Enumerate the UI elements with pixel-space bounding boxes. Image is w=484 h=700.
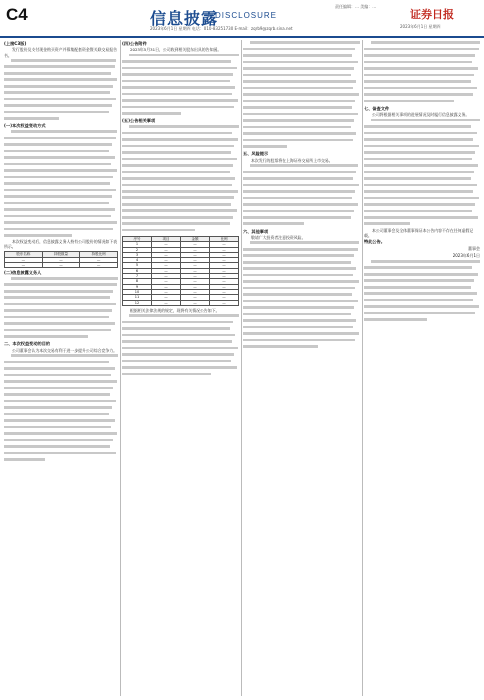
- table-cell: —: [181, 295, 210, 300]
- table-cell: 11: [123, 295, 152, 300]
- column-heading: (五)公告相关事项: [122, 118, 156, 124]
- text-line: [4, 316, 118, 321]
- text-line: [4, 367, 118, 372]
- text-line: [4, 202, 118, 207]
- table-cell: —: [152, 300, 181, 305]
- table-body: [123, 242, 239, 306]
- table-cell: —: [210, 300, 239, 305]
- text-line: [364, 184, 480, 189]
- text-line: [243, 164, 360, 169]
- table-cell: —: [181, 258, 210, 263]
- text-line: [122, 222, 239, 227]
- text-line: [122, 158, 239, 163]
- date-line: 2023年6月1日 星期四 电话：010-83251730 E-mail：zqrb9@zqrb.sina.net: [150, 26, 293, 31]
- table-cell: 5: [123, 263, 152, 268]
- text-line: [4, 361, 118, 366]
- table-cell: —: [210, 242, 239, 247]
- text-line: [243, 254, 360, 259]
- text-line: [364, 190, 480, 195]
- table-cell: 1: [123, 242, 152, 247]
- column-heading: 六、其他事项: [243, 228, 269, 234]
- text-line: [122, 164, 239, 169]
- text-line: [364, 119, 480, 124]
- text-line: [243, 106, 360, 111]
- table-cell: —: [181, 252, 210, 257]
- text-line: [4, 111, 118, 116]
- text-line: [243, 203, 360, 208]
- text-line: [4, 221, 118, 226]
- text-line: [364, 41, 480, 46]
- text-line: [4, 354, 118, 359]
- table-cell: —: [152, 274, 181, 279]
- text-line: [4, 59, 118, 64]
- text-line: [364, 145, 480, 150]
- text-line: [122, 196, 239, 201]
- text-line: [243, 248, 360, 253]
- text-line: [122, 209, 239, 214]
- table-cell: —: [181, 274, 210, 279]
- text-line: [4, 117, 118, 122]
- text-line: [243, 113, 360, 118]
- table-cell: 10: [123, 289, 152, 294]
- text-line: [122, 145, 239, 150]
- text-line: [4, 380, 118, 385]
- signature-board: 董事会: [468, 246, 480, 252]
- text-block: [243, 41, 360, 150]
- column-heading: (二)信息披露义务人: [4, 270, 42, 276]
- table-cell: —: [152, 284, 181, 289]
- text-line: [364, 299, 480, 304]
- signature-date: 2023年6月1日: [452, 253, 480, 259]
- text-line: [122, 347, 239, 352]
- holding-table: [4, 251, 118, 268]
- text-line: [4, 458, 118, 463]
- column-1: [4, 40, 118, 696]
- table-header: 持股比例: [80, 252, 118, 257]
- text-line: [243, 177, 360, 182]
- text-line: [4, 78, 118, 83]
- text-line: [4, 445, 118, 450]
- text-line: [4, 303, 118, 308]
- table-cell: —: [210, 263, 239, 268]
- text-line: [4, 150, 118, 155]
- newspaper-brand: 证券日报: [410, 8, 454, 21]
- text-line: [243, 126, 360, 131]
- text-line: [122, 314, 239, 319]
- text-line: [243, 306, 360, 311]
- text-line: [122, 366, 239, 371]
- text-line: [122, 93, 239, 98]
- table-header: 股东名称: [5, 252, 43, 257]
- column-heading: (一)本次权益变动方式: [4, 123, 46, 129]
- table-cell: —: [152, 263, 181, 268]
- table-cell: —: [152, 279, 181, 284]
- column-heading: 五、风险提示: [243, 151, 269, 157]
- table-row: [5, 262, 118, 267]
- table-cell: 6: [123, 268, 152, 273]
- text-line: [243, 132, 360, 137]
- text-line: [4, 143, 118, 148]
- text-line: [122, 125, 239, 130]
- paragraph: 本次发行的股票将在上海证券交易所上市交易。: [251, 157, 333, 163]
- column-divider: [241, 40, 242, 696]
- table-header: 比例: [210, 236, 239, 241]
- table-cell: —: [210, 295, 239, 300]
- table-header: 持股数量: [42, 252, 80, 257]
- text-line: [4, 387, 118, 392]
- text-line: [243, 287, 360, 292]
- section-title-en: DISCLOSURE: [215, 11, 278, 20]
- text-line: [4, 296, 118, 301]
- text-line: [364, 158, 480, 163]
- text-line: [364, 93, 480, 98]
- text-line: [243, 171, 360, 176]
- text-line: [4, 72, 118, 77]
- text-line: [364, 74, 480, 79]
- data-table: [122, 236, 239, 306]
- text-line: [364, 210, 480, 215]
- text-line: [364, 203, 480, 208]
- table-cell: —: [210, 289, 239, 294]
- text-line: [243, 87, 360, 92]
- text-line: [243, 332, 360, 337]
- table-cell: 12: [123, 300, 152, 305]
- table-cell: —: [181, 268, 210, 273]
- text-block: [4, 354, 118, 463]
- text-line: [4, 195, 118, 200]
- text-line: [4, 137, 118, 142]
- text-block: [4, 59, 118, 122]
- text-line: [4, 208, 118, 213]
- text-line: [4, 413, 118, 418]
- paragraph: 敬请广大投资者注意投资风险。: [251, 234, 306, 240]
- table-cell: —: [181, 300, 210, 305]
- text-line: [364, 67, 480, 72]
- text-line: [4, 169, 118, 174]
- text-line: [364, 87, 480, 92]
- paragraph: 本公司董事会及全体董事保证本公告内容不存在任何虚假记载。: [364, 227, 474, 238]
- text-line: [243, 345, 360, 350]
- text-line: [243, 280, 360, 285]
- text-line: [122, 80, 239, 85]
- table-cell: —: [210, 268, 239, 273]
- text-line: [243, 145, 360, 150]
- table-cell: —: [152, 289, 181, 294]
- text-line: [122, 229, 239, 234]
- table-cell: —: [42, 257, 80, 262]
- page-code: C4: [6, 5, 28, 24]
- text-line: [364, 305, 480, 310]
- text-line: [243, 184, 360, 189]
- text-line: [243, 41, 360, 46]
- table-cell: —: [210, 252, 239, 257]
- column-3: [243, 40, 360, 696]
- paragraph: 根据相关法律法规的规定，现将有关情况公告如下。: [130, 307, 220, 313]
- text-line: [364, 273, 480, 278]
- text-line: [243, 74, 360, 79]
- text-line: [243, 300, 360, 305]
- text-line: [243, 339, 360, 344]
- text-line: [243, 93, 360, 98]
- text-block: [364, 41, 480, 104]
- table-cell: —: [5, 257, 43, 262]
- text-line: [4, 156, 118, 161]
- text-line: [4, 176, 118, 181]
- text-line: [243, 222, 360, 227]
- table-cell: —: [181, 242, 210, 247]
- text-line: [243, 48, 360, 53]
- text-line: [4, 432, 118, 437]
- text-line: [4, 452, 118, 457]
- table-cell: —: [42, 262, 80, 267]
- text-line: [364, 171, 480, 176]
- table-cell: 3: [123, 252, 152, 257]
- text-line: [122, 112, 239, 117]
- paragraph: 本次权益变动后，信息披露义务人持有公司股份的情况如下表所示。: [4, 239, 118, 250]
- table-cell: —: [181, 289, 210, 294]
- table-header: 金额: [181, 236, 210, 241]
- text-line: [122, 73, 239, 78]
- text-line: [4, 277, 118, 282]
- text-line: [243, 61, 360, 66]
- text-line: [364, 80, 480, 85]
- table-cell: 9: [123, 284, 152, 289]
- table-cell: —: [152, 258, 181, 263]
- text-line: [243, 293, 360, 298]
- text-line: [4, 163, 118, 168]
- text-line: [4, 439, 118, 444]
- table-cell: 2: [123, 247, 152, 252]
- text-block: [364, 119, 480, 228]
- table-cell: 4: [123, 258, 152, 263]
- table-cell: —: [210, 279, 239, 284]
- table-cell: —: [80, 262, 118, 267]
- text-line: [122, 60, 239, 65]
- text-line: [4, 228, 118, 233]
- table-cell: —: [5, 262, 43, 267]
- table-cell: —: [181, 263, 210, 268]
- text-line: [364, 132, 480, 137]
- text-line: [4, 329, 118, 334]
- text-line: [4, 189, 118, 194]
- text-line: [364, 54, 480, 59]
- table-cell: —: [80, 257, 118, 262]
- text-line: [243, 100, 360, 105]
- text-line: [122, 360, 239, 365]
- text-line: [243, 54, 360, 59]
- text-line: [4, 85, 118, 90]
- text-line: [364, 286, 480, 291]
- table-header: 项目: [152, 236, 181, 241]
- text-line: [4, 374, 118, 379]
- masthead: [0, 0, 484, 38]
- column-4: [364, 40, 480, 696]
- table-cell: —: [181, 279, 210, 284]
- text-line: [364, 279, 480, 284]
- text-line: [122, 54, 239, 59]
- text-line: [4, 98, 118, 103]
- text-line: [122, 327, 239, 332]
- table-cell: 7: [123, 274, 152, 279]
- table-cell: —: [210, 247, 239, 252]
- text-line: [122, 203, 239, 208]
- text-line: [364, 197, 480, 202]
- text-line: [4, 283, 118, 288]
- text-line: [243, 326, 360, 331]
- table-cell: —: [152, 247, 181, 252]
- text-line: [243, 119, 360, 124]
- text-line: [243, 313, 360, 318]
- text-line: [364, 312, 480, 317]
- text-line: [4, 393, 118, 398]
- text-block: [122, 314, 239, 377]
- text-line: [4, 91, 118, 96]
- text-block: [243, 241, 360, 350]
- text-line: [243, 80, 360, 85]
- text-line: [364, 125, 480, 130]
- table-cell: —: [210, 284, 239, 289]
- text-line: [4, 426, 118, 431]
- paragraph: 发行股份及支付现金购买资产并募集配套资金暨关联交易报告书。: [4, 47, 118, 58]
- text-line: [364, 138, 480, 143]
- text-line: [364, 266, 480, 271]
- text-line: [243, 241, 360, 246]
- text-line: [122, 86, 239, 91]
- editor-credit: 责任编辑：… 美编：…: [335, 4, 377, 9]
- text-line: [122, 138, 239, 143]
- text-line: [243, 267, 360, 272]
- table-cell: —: [152, 295, 181, 300]
- text-line: [364, 292, 480, 297]
- text-line: [4, 215, 118, 220]
- text-line: [364, 164, 480, 169]
- text-line: [122, 340, 239, 345]
- text-line: [243, 216, 360, 221]
- text-line: [122, 106, 239, 111]
- paragraph: 2023年5月31日，公司收到相关股东出具的告知函。: [130, 47, 222, 53]
- text-line: [122, 184, 239, 189]
- text-line: [4, 400, 118, 405]
- text-block: [243, 164, 360, 227]
- text-line: [243, 210, 360, 215]
- table-cell: —: [152, 252, 181, 257]
- text-line: [243, 274, 360, 279]
- text-line: [364, 318, 480, 323]
- text-line: [4, 104, 118, 109]
- text-line: [4, 130, 118, 135]
- text-line: [364, 260, 480, 265]
- text-block: [122, 54, 239, 117]
- table-row: [123, 300, 239, 305]
- text-block: [4, 130, 118, 239]
- text-block: [122, 125, 239, 234]
- column-2: [122, 40, 239, 696]
- text-line: [364, 151, 480, 156]
- text-line: [122, 132, 239, 137]
- text-line: [122, 321, 239, 326]
- text-line: [122, 373, 239, 378]
- text-line: [243, 261, 360, 266]
- table-cell: 8: [123, 279, 152, 284]
- text-line: [4, 335, 118, 340]
- column-heading: (四)公告附件: [122, 41, 147, 46]
- paragraph: 公司董事会认为本次交易有利于进一步提升公司综合竞争力。: [12, 347, 118, 353]
- column-heading: 七、备查文件: [364, 105, 390, 111]
- table-cell: —: [152, 268, 181, 273]
- text-line: [4, 309, 118, 314]
- text-line: [4, 419, 118, 424]
- text-line: [364, 100, 480, 105]
- column-heading: (上接C3版): [4, 41, 27, 46]
- text-line: [122, 353, 239, 358]
- text-line: [122, 190, 239, 195]
- text-line: [243, 139, 360, 144]
- text-block: [364, 260, 480, 323]
- text-line: [4, 406, 118, 411]
- table-header: 序号: [123, 236, 152, 241]
- text-line: [243, 319, 360, 324]
- text-line: [364, 48, 480, 53]
- text-block: [4, 277, 118, 340]
- section-title: 信息披露: [150, 11, 219, 28]
- text-line: [364, 216, 480, 221]
- column-divider: [120, 40, 121, 696]
- table-cell: —: [181, 247, 210, 252]
- column-heading: 二、本次权益变动的目的: [4, 341, 51, 347]
- text-line: [4, 65, 118, 70]
- brand-date: 2023年6月1日 星期四: [400, 24, 441, 29]
- table-cell: —: [210, 274, 239, 279]
- table-cell: —: [181, 284, 210, 289]
- text-line: [122, 67, 239, 72]
- text-line: [122, 151, 239, 156]
- text-line: [122, 171, 239, 176]
- table-cell: —: [210, 258, 239, 263]
- text-line: [364, 177, 480, 182]
- column-heading: 特此公告。: [364, 238, 385, 244]
- text-line: [122, 216, 239, 221]
- text-line: [243, 67, 360, 72]
- text-line: [4, 290, 118, 295]
- text-line: [243, 197, 360, 202]
- table-cell: —: [152, 242, 181, 247]
- paragraph: 公司将根据相关事项的进展情况及时履行信息披露义务。: [372, 112, 470, 118]
- text-line: [4, 182, 118, 187]
- page-content: [0, 40, 484, 700]
- text-line: [364, 61, 480, 66]
- text-line: [122, 177, 239, 182]
- text-line: [122, 334, 239, 339]
- text-line: [4, 322, 118, 327]
- text-line: [243, 190, 360, 195]
- text-line: [122, 99, 239, 104]
- column-divider: [362, 40, 363, 696]
